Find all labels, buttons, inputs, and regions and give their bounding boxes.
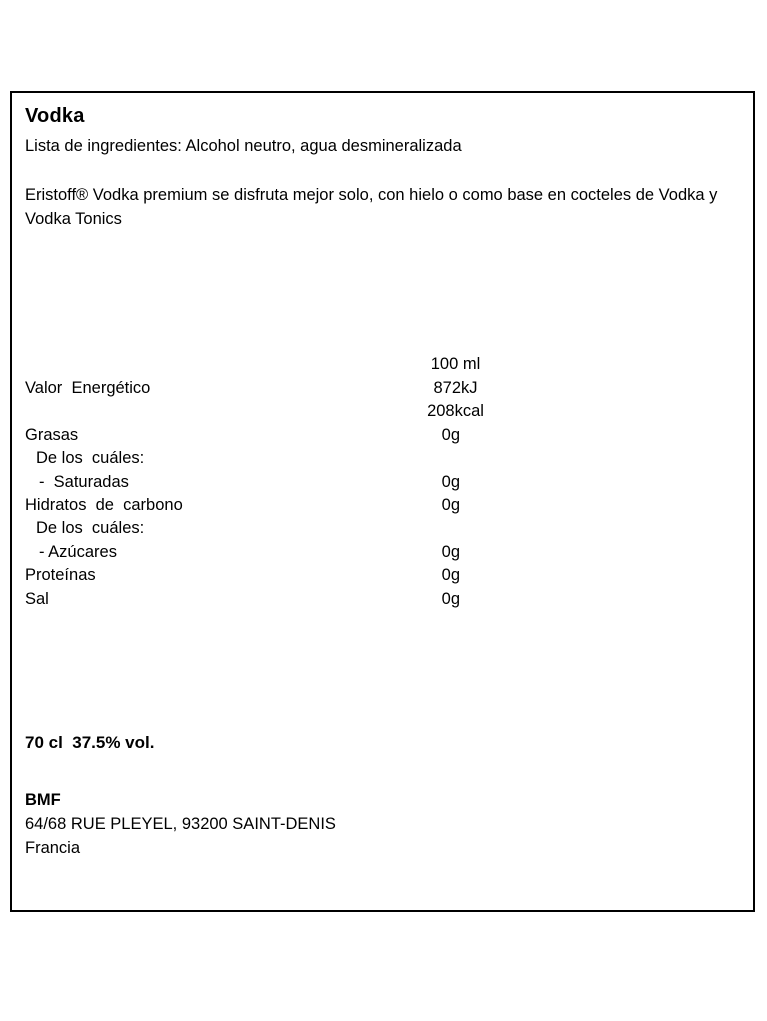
table-row (22, 517, 743, 540)
nutrition-label-cell: De los cuáles: (36, 449, 145, 468)
nutrition-label-cell: Hidratos de carbono (25, 496, 183, 514)
nutrition-label-cell: Proteínas (25, 566, 96, 585)
nutrition-table (22, 353, 743, 611)
table-row (22, 377, 743, 400)
table-row (22, 471, 743, 494)
table-row (22, 588, 743, 611)
product-description: Eristoff® Vodka premium se disfruta mejor solo, con hielo o como base en cocteles de Vodka y Vodka Tonics (25, 185, 718, 228)
serving-size-header: 100 ml (430, 355, 481, 374)
volume-and-abv: 70 cl 37.5% vol. (25, 733, 155, 753)
page-title: Vodka (25, 105, 85, 127)
table-row (22, 564, 743, 587)
nutrition-value-cell: 0g (441, 589, 460, 608)
company-address: 64/68 RUE PLEYEL, 93200 SAINT-DENIS (25, 815, 336, 834)
company-name: BMF (25, 791, 61, 810)
table-row (22, 400, 743, 423)
table-row (22, 353, 743, 376)
table-row (22, 447, 743, 470)
nutrition-value-cell: 0g (441, 472, 460, 491)
nutrition-label-cell: Sal (25, 589, 49, 608)
nutrition-label-cell: - Saturadas (39, 472, 129, 491)
nutrition-value-cell: 0g (441, 542, 460, 561)
company-block (25, 789, 743, 861)
table-row (22, 494, 743, 517)
nutrition-value-cell: 0g (441, 496, 460, 514)
ingredients-text: Lista de ingredientes: Alcohol neutro, agua desmineralizada (25, 137, 462, 155)
nutrition-value-cell: 208kcal (427, 402, 484, 421)
nutrition-label-cell: Grasas (25, 425, 79, 444)
nutrition-label-cell: De los cuáles: (36, 519, 145, 538)
company-country: Francia (25, 838, 81, 857)
table-row (22, 541, 743, 564)
table-row (22, 424, 743, 447)
nutrition-label-cell: - Azúcares (39, 542, 117, 561)
nutrition-label-cell: Valor Energético (25, 378, 151, 397)
nutrition-value-cell: 0g (441, 425, 460, 444)
nutrition-value-cell: 872kJ (433, 378, 478, 397)
product-label-panel (10, 91, 755, 912)
nutrition-value-cell: 0g (441, 566, 460, 585)
